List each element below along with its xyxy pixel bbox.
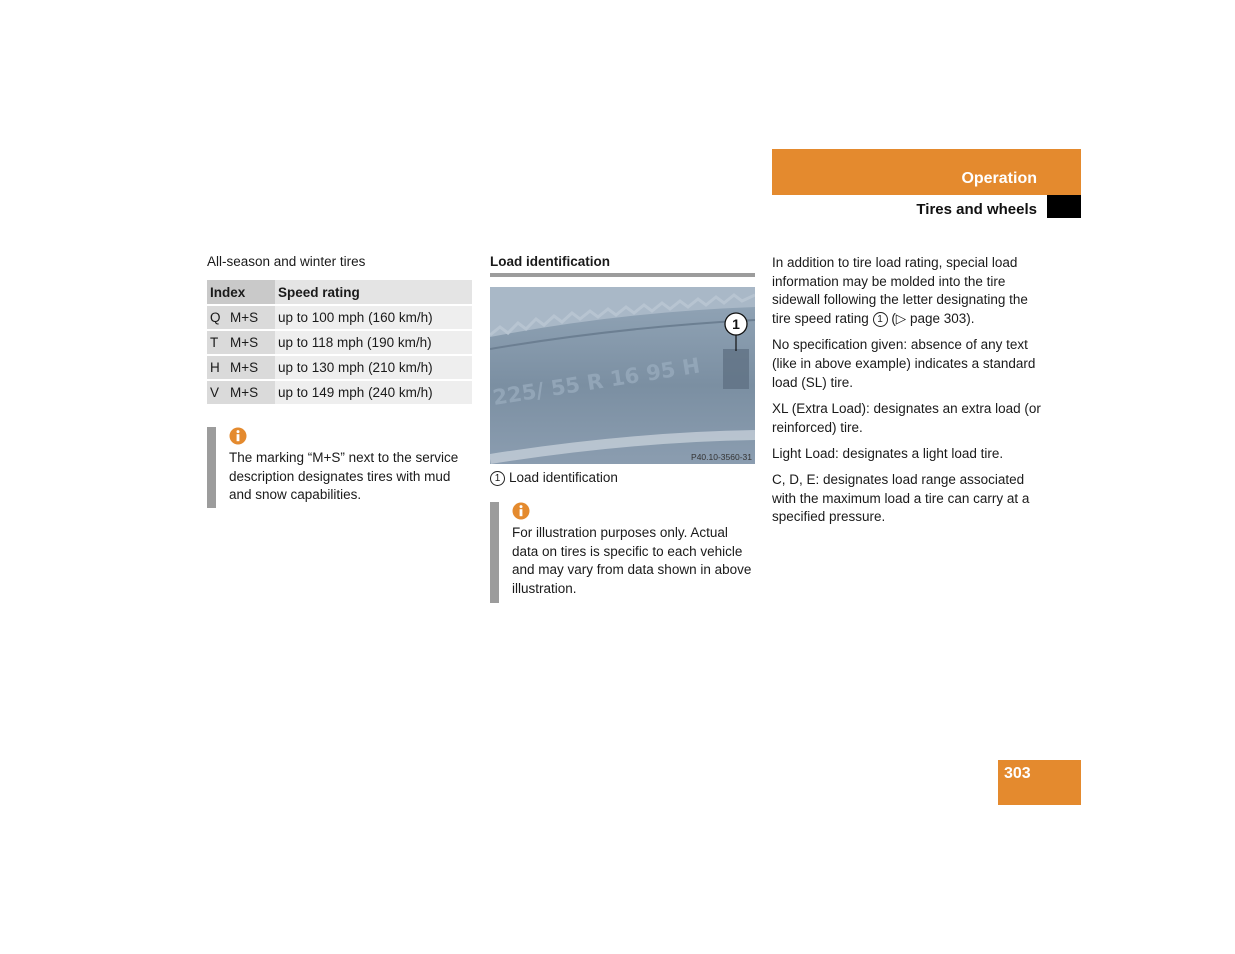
index-code: M+S [230, 360, 259, 375]
heading-rule [490, 273, 755, 277]
info-text: The marking “M+S” next to the service description designates tires with mud and snow capabilities. [229, 450, 459, 503]
table-row [207, 380, 472, 405]
section-title: Operation [961, 170, 1037, 187]
callout-number-badge: 1 [490, 471, 505, 486]
table-row [207, 330, 472, 355]
index-code: M+S [230, 385, 259, 400]
index-letter: T [210, 335, 219, 350]
paragraph-standard-load: No specification given: absence of any text (like in above example) indicates a standard load (SL) tire. [772, 337, 1036, 390]
paragraph-load-info [772, 254, 1042, 329]
section-heading: Load identification [490, 254, 610, 269]
index-letter: V [210, 385, 220, 400]
index-letter: H [210, 360, 220, 375]
load-info-text-column [772, 254, 1042, 535]
index-cell [207, 330, 275, 355]
paragraph-extra-load: XL (Extra Load): designates an extra load (or reinforced) tire. [772, 400, 1041, 435]
sidewall-marking: 225/ 55 R 16 95 H [491, 353, 702, 410]
callout-number-badge: 1 [873, 312, 888, 327]
speed-rating-cell: up to 100 mph (160 km/h) [275, 305, 472, 330]
figure-caption-text: Load identification [509, 470, 618, 485]
index-code: M+S [230, 310, 259, 325]
tire-sidewall-illustration [490, 287, 755, 464]
paragraph-text: In addition to tire load rating, special load information may be molded into the tire sidewall following the letter designating the tire speed rating [772, 255, 1028, 327]
paragraph-light-load: Light Load: designates a light load tire. [772, 445, 1004, 461]
index-cell [207, 305, 275, 330]
speed-rating-cell: up to 149 mph (240 km/h) [275, 380, 472, 405]
figure-caption [490, 470, 618, 486]
info-text: For illustration purposes only. Actual data on tires is specific to each vehicle and may vary from data shown in above illustration. [512, 525, 752, 597]
info-bar [207, 427, 216, 508]
paragraph-load-range: C, D, E: designates load range associated with the maximum load a tire can carry at a specified pressure. [772, 472, 1030, 525]
speed-rating-cell: up to 118 mph (190 km/h) [275, 330, 472, 355]
page-reference-link[interactable]: (▷ page 303). [887, 311, 975, 327]
speed-rating-cell: up to 130 mph (210 km/h) [275, 355, 472, 380]
thumb-tab-marker [1047, 195, 1081, 218]
speed-rating-table [207, 280, 472, 406]
subsection-title: Tires and wheels [916, 201, 1037, 218]
column-header-speed-rating: Speed rating [275, 280, 472, 305]
table-caption: All-season and winter tires [207, 254, 366, 269]
table-header-row [207, 280, 472, 305]
figure-code: P40.10-3560-31 [691, 452, 752, 462]
page-number: 303 [1004, 765, 1031, 782]
info-note-illustration [490, 502, 755, 603]
callout-number: 1 [732, 316, 740, 332]
info-icon [512, 502, 530, 520]
info-icon [229, 427, 247, 445]
table-row [207, 305, 472, 330]
column-header-index: Index [207, 280, 275, 305]
index-cell [207, 380, 275, 405]
index-code: M+S [230, 335, 259, 350]
table-row [207, 355, 472, 380]
info-note-mud-snow [207, 427, 472, 508]
index-cell [207, 355, 275, 380]
info-bar [490, 502, 499, 603]
index-letter: Q [210, 310, 221, 325]
